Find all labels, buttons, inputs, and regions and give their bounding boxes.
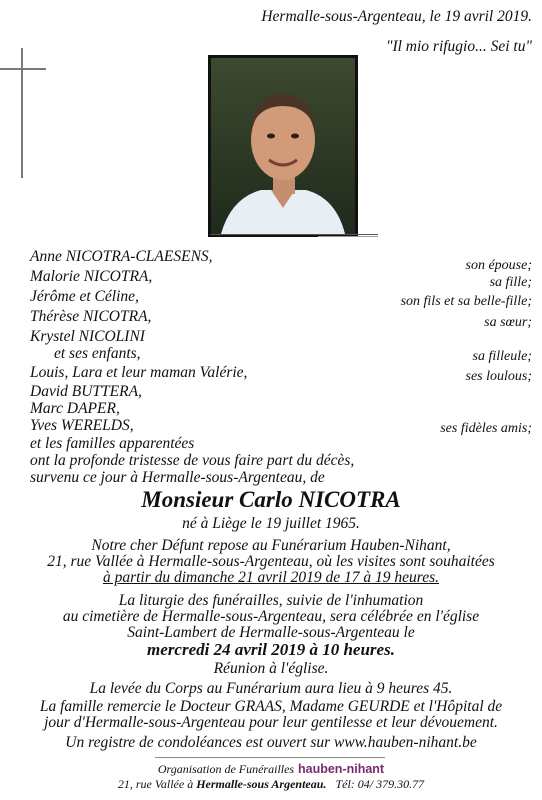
photo-divider-accent bbox=[318, 236, 378, 237]
visitation-hours: à partir du dimanche 21 avril 2019 de 17 à 19 heures. bbox=[102, 569, 440, 586]
footer-brand: hauben-nihant bbox=[297, 762, 385, 776]
deceased-name: Monsieur Carlo NICOTRA bbox=[141, 487, 401, 512]
family-relation: sa sœur; bbox=[484, 315, 532, 330]
portrait-photo bbox=[208, 55, 358, 237]
meeting-line: Réunion à l'église. bbox=[213, 660, 329, 677]
footer-org-label: Organisation de Funérailles bbox=[157, 762, 295, 776]
footer-phone: Tél: 04/ 379.30.77 bbox=[335, 777, 425, 791]
family-relation: son épouse; bbox=[465, 258, 532, 273]
footer-address bbox=[0, 775, 542, 793]
family-name: Krystel NICOLINI bbox=[30, 328, 145, 345]
families-line: et les familles apparentées bbox=[30, 435, 195, 452]
footer-address-prefix: 21, rue Vallée à bbox=[117, 777, 194, 791]
liturgy-line: au cimetière de Hermalle-sous-Argenteau, sera célébrée en l'église bbox=[62, 608, 480, 625]
family-relation: ses fidèles amis; bbox=[440, 421, 532, 436]
family-relation: sa fille; bbox=[489, 275, 532, 290]
header-quote: "Il mio rifugio... Sei tu" bbox=[385, 38, 532, 55]
family-name: Anne NICOTRA-CLAESENS, bbox=[30, 248, 213, 265]
family-relation: sa filleule; bbox=[472, 349, 532, 364]
visitation-line: 21, rue Vallée à Hermalle-sous-Argenteau, où les visites sont souhaitées bbox=[47, 553, 495, 570]
family-name: Marc DAPER, bbox=[30, 400, 120, 417]
liturgy-line: La liturgie des funérailles, suivie de l'inhumation bbox=[118, 592, 424, 609]
family-name: Malorie NICOTRA, bbox=[30, 268, 153, 285]
family-name: Louis, Lara et leur maman Valérie, bbox=[30, 364, 248, 381]
ceremony-date: mercredi 24 avril 2019 à 10 heures. bbox=[147, 640, 395, 659]
family-name: Yves WERELDS, bbox=[30, 417, 134, 434]
sadness-line: ont la profonde tristesse de vous faire part du décès, bbox=[30, 452, 355, 469]
photo-divider bbox=[210, 234, 378, 235]
family-relation: son fils et sa belle-fille; bbox=[400, 294, 532, 309]
family-relation: ses loulous; bbox=[465, 369, 532, 384]
family-name: et ses enfants, bbox=[54, 345, 141, 362]
header-date: Hermalle-sous-Argenteau, le 19 avril 2019. bbox=[261, 8, 532, 25]
thanks-line: La famille remercie le Docteur GRAAS, Madame GEURDE et l'Hôpital de bbox=[39, 698, 503, 715]
cross-icon bbox=[0, 48, 50, 178]
visitation-line: Notre cher Défunt repose au Funérarium Hauben-Nihant, bbox=[91, 537, 451, 554]
family-name: Jérôme et Céline, bbox=[30, 288, 139, 305]
birth-line: né à Liège le 19 juillet 1965. bbox=[182, 515, 360, 532]
lift-line: La levée du Corps au Funérarium aura lieu à 9 heures 45. bbox=[89, 680, 453, 697]
footer-divider bbox=[155, 757, 385, 758]
family-name: David BUTTERA, bbox=[30, 383, 142, 400]
footer-address-city: Hermalle-sous Argenteau. bbox=[196, 777, 327, 791]
occurred-line: survenu ce jour à Hermalle-sous-Argenteau, de bbox=[30, 469, 325, 486]
condolence-register: Un registre de condoléances est ouvert sur www.hauben-nihant.be bbox=[65, 734, 477, 751]
liturgy-line: Saint-Lambert de Hermalle-sous-Argenteau le bbox=[127, 624, 415, 641]
thanks-line: jour d'Hermalle-sous-Argenteau pour leur gentilesse et leur dévouement. bbox=[44, 714, 498, 731]
family-name: Thérèse NICOTRA, bbox=[30, 308, 152, 325]
